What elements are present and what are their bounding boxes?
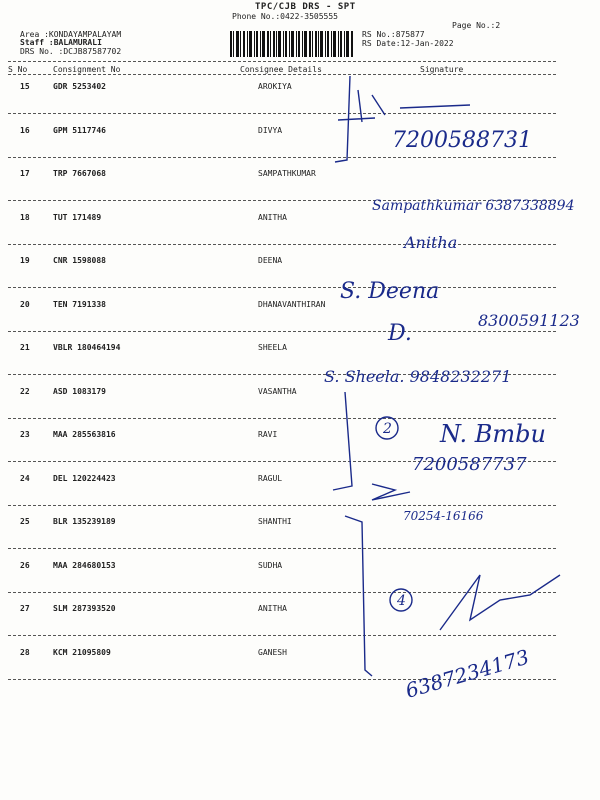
row-consignment: VBLR 180464194 [53,343,121,352]
bracket-line [345,516,372,676]
row-sno: 18 [20,212,30,222]
handwritten-phone: 7200588731 [392,128,532,153]
row-consignee: SHANTHI [258,517,292,526]
handwritten-phone: 7200587737 [412,454,527,475]
row-consignee: VASANTHA [258,386,297,396]
col-signature: Signature [420,65,464,74]
signature-scribble [372,484,410,500]
handwritten-signature: Anitha [404,233,458,252]
row-consignee: SHEELA [258,343,287,352]
circle-number: 2 [383,421,392,437]
page-number: Page No.:2 [452,21,501,30]
row-consignment: BLR 135239189 [53,517,116,526]
signature-mark [338,90,385,122]
row-sno: 20 [20,299,30,309]
row-consignment: SLM 287393520 [53,604,116,613]
row-sno: 15 [20,82,30,91]
handwritten-phone: 70254-16166 [403,509,484,523]
handwritten-signature: Sampathkumar 6387338894 [372,198,575,214]
row-consignee: SUDHA [258,560,283,570]
col-consignment: Consignment No [53,65,121,74]
handwritten-signature: D. [388,321,412,346]
staff-label: Staff :BALAMURALI [20,38,102,47]
row-consignment: MAA 284680153 [53,560,116,570]
phone-number: Phone No.:0422-3505555 [232,12,338,21]
row-sno: 26 [20,560,30,570]
row-sno: 27 [20,604,30,613]
row-consignee: SAMPATHKUMAR [258,169,316,178]
bracket-line [333,392,352,490]
row-sno: 25 [20,517,30,526]
drs-number: DRS No. :DCJB87587702 [20,47,122,56]
rs-number: RS No.:875877 [362,30,425,39]
row-consignee: DIVYA [258,125,283,135]
col-sno: S No [8,65,28,74]
row-consignment: TRP 7667068 [53,169,106,178]
row-consignee: AROKIYA [258,82,292,91]
row-consignment: DEL 120224423 [53,473,116,483]
row-consignment: CNR 1598088 [53,256,106,265]
report-title: TPC/CJB DRS - SPT [255,2,356,12]
row-consignee: RAGUL [258,473,283,483]
row-sno: 22 [20,386,30,396]
row-consignee: DHANAVANTHIRAN [258,299,326,309]
handwritten-phone: 8300591123 [478,311,580,330]
row-consignment: MAA 285563816 [53,430,116,439]
row-sno: 16 [20,125,30,135]
handwritten-phone: 6387234173 [402,644,532,703]
row-consignment: KCM 21095809 [53,647,111,657]
row-consignee: RAVI [258,430,278,439]
row-consignee: GANESH [258,647,287,657]
row-sno: 24 [20,473,30,483]
row-consignee: ANITHA [258,604,287,613]
row-sno: 19 [20,256,30,265]
col-consignee: Consignee Details [240,65,322,74]
row-sno: 21 [20,343,30,352]
signature-scribble [440,575,560,630]
handwritten-signature: N. Bmbu [440,420,546,448]
row-sno: 23 [20,430,30,439]
row-consignment: TEN 7191338 [53,299,106,309]
signature-stroke [400,105,470,108]
handwritten-signature: S. Sheela. 9848232271 [324,367,512,386]
circle-number: 4 [397,593,406,609]
row-consignment: GPM 5117746 [53,125,106,135]
row-consignee: ANITHA [258,212,287,222]
row-sno: 28 [20,647,30,657]
area-label: Area :KONDAYAMPALAYAM [20,30,122,39]
row-consignment: ASD 1083179 [53,386,106,396]
rs-date: RS Date:12-Jan-2022 [362,39,454,48]
row-consignment: TUT 171489 [53,212,102,222]
row-consignee: DEENA [258,256,283,265]
row-sno: 17 [20,169,30,178]
handwritten-signature: S. Deena [340,279,440,304]
row-consignment: GDR 5253402 [53,82,106,91]
